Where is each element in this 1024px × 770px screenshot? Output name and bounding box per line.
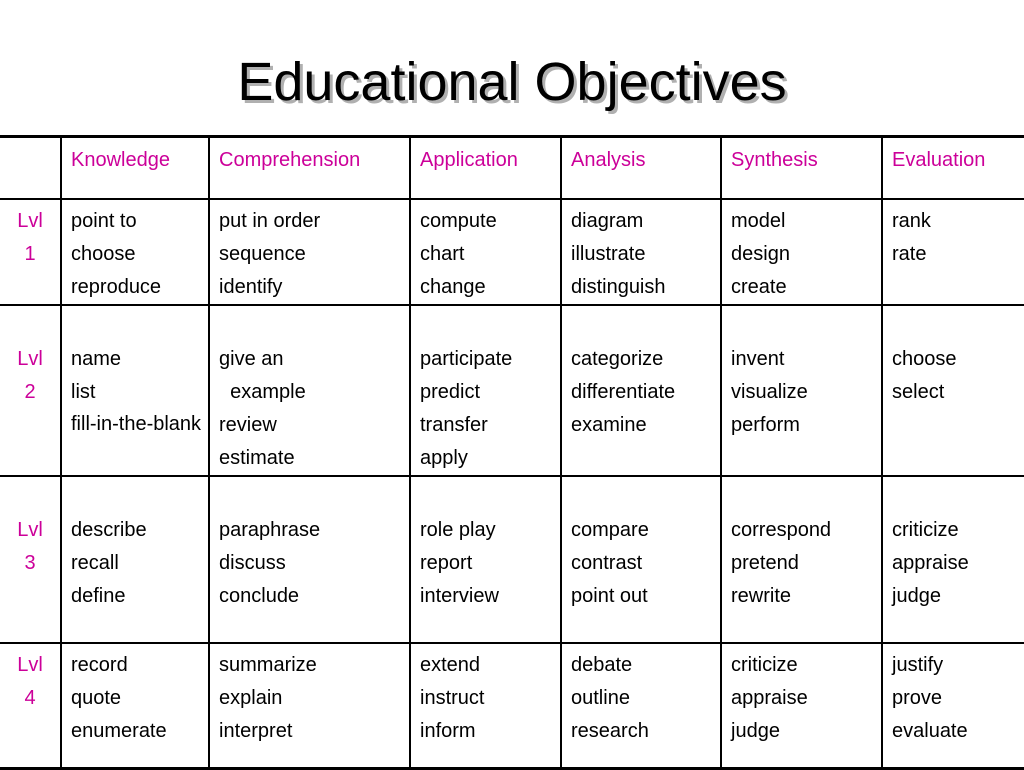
- table-cell: [209, 199, 410, 305]
- cell-content: [411, 644, 560, 748]
- cell-content: [62, 306, 208, 435]
- column-header: [61, 137, 209, 199]
- verb-item: appraise: [731, 686, 808, 709]
- verb-item: enumerate: [71, 719, 167, 742]
- verb-item: quote: [71, 686, 122, 709]
- verb-item: create: [731, 275, 787, 298]
- table-cell: [882, 643, 1024, 769]
- cell-content: [62, 200, 208, 304]
- column-header-label: Knowledge: [71, 149, 170, 171]
- verb-item: contrast: [571, 551, 643, 574]
- verb-item: participate: [420, 347, 513, 370]
- level-label: [0, 644, 60, 715]
- cell-content: [883, 200, 1024, 271]
- verb-item: design: [731, 242, 790, 265]
- verb-item: discuss: [219, 551, 286, 574]
- cell-content: [62, 477, 208, 613]
- level-number: 1: [24, 242, 36, 265]
- verb-item: perform: [731, 413, 800, 436]
- verb-item: outline: [571, 686, 630, 709]
- table-cell: [561, 199, 721, 305]
- level-label-text: Lvl: [17, 653, 43, 676]
- table-cell: [561, 476, 721, 643]
- verb-item: estimate: [219, 446, 295, 469]
- table-cell: [61, 199, 209, 305]
- cell-content: [883, 644, 1024, 748]
- verb-item: categorize: [571, 347, 664, 370]
- column-header-label: Comprehension: [219, 149, 361, 171]
- table-cell: [209, 305, 410, 476]
- verb-item: visualize: [731, 380, 808, 403]
- table-cell: [410, 305, 561, 476]
- verb-item: compute: [420, 209, 497, 232]
- verb-item: model: [731, 209, 786, 232]
- cell-content: [562, 200, 720, 304]
- verb-item: rewrite: [731, 584, 792, 607]
- level-number: 4: [24, 686, 36, 709]
- verb-item: example: [219, 380, 306, 403]
- table-cell: [561, 643, 721, 769]
- verb-item: appraise: [892, 551, 969, 574]
- table-cell: [561, 305, 721, 476]
- column-header-label: Evaluation: [892, 149, 986, 171]
- verb-item: compare: [571, 518, 649, 541]
- table-cell: [410, 476, 561, 643]
- verb-item: chart: [420, 242, 465, 265]
- verb-item: conclude: [219, 584, 300, 607]
- cell-content: [562, 644, 720, 748]
- verb-item: prove: [892, 686, 943, 709]
- table-row: [0, 199, 1024, 305]
- cell-content: [722, 644, 881, 748]
- verb-item: predict: [420, 380, 481, 403]
- header-row: [0, 137, 1024, 199]
- cell-content: [62, 644, 208, 748]
- verb-item: differentiate: [571, 380, 676, 403]
- column-header: [561, 137, 721, 199]
- verb-item: choose: [892, 347, 957, 370]
- table-cell: [721, 476, 882, 643]
- table-cell: [61, 305, 209, 476]
- table-cell: [721, 199, 882, 305]
- verb-item: distinguish: [571, 275, 666, 298]
- column-header: [721, 137, 882, 199]
- table-cell: [61, 476, 209, 643]
- cell-content: [411, 306, 560, 475]
- verb-item: role play: [420, 518, 496, 541]
- table-cell: [209, 476, 410, 643]
- verb-item: judge: [892, 584, 941, 607]
- verb-item: record: [71, 653, 128, 676]
- cell-content: [210, 200, 409, 304]
- column-header: [882, 137, 1024, 199]
- verb-item: fill-in-the-blank: [71, 412, 202, 435]
- column-header-label: Synthesis: [731, 149, 818, 171]
- verb-item: describe: [71, 518, 147, 541]
- level-label: [0, 477, 60, 580]
- verb-item: explain: [219, 686, 283, 709]
- verb-item: define: [71, 584, 126, 607]
- level-label-text: Lvl: [17, 347, 43, 370]
- verb-item: inform: [420, 719, 476, 742]
- table-body: [0, 137, 1024, 769]
- verb-item: interpret: [219, 719, 293, 742]
- table-cell: [61, 643, 209, 769]
- verb-item: select: [892, 380, 945, 403]
- verb-item: instruct: [420, 686, 485, 709]
- cell-content: [883, 306, 1024, 409]
- verb-item: criticize: [731, 653, 798, 676]
- verb-item: point out: [571, 584, 648, 607]
- verb-item: change: [420, 275, 486, 298]
- cell-content: [562, 306, 720, 442]
- verb-item: criticize: [892, 518, 959, 541]
- verb-item: debate: [571, 653, 633, 676]
- table-cell: [721, 643, 882, 769]
- verb-item: identify: [219, 275, 283, 298]
- verb-item: examine: [571, 413, 647, 436]
- verb-item: diagram: [571, 209, 644, 232]
- level-cell: [0, 305, 61, 476]
- verb-item: paraphrase: [219, 518, 321, 541]
- verb-item: correspond: [731, 518, 832, 541]
- verb-item: give an: [219, 347, 284, 370]
- cell-content: [210, 644, 409, 748]
- verb-item: sequence: [219, 242, 306, 265]
- table-row: [0, 476, 1024, 643]
- page-title: Educational Objectives: [237, 52, 787, 112]
- verb-item: justify: [892, 653, 944, 676]
- verb-item: list: [71, 380, 96, 403]
- level-label: [0, 200, 60, 271]
- level-cell: [0, 476, 61, 643]
- level-number: 3: [24, 551, 36, 574]
- verb-item: transfer: [420, 413, 488, 436]
- verb-item: extend: [420, 653, 481, 676]
- table-cell: [209, 643, 410, 769]
- verb-item: summarize: [219, 653, 317, 676]
- level-label-text: Lvl: [17, 518, 43, 541]
- cell-content: [411, 200, 560, 304]
- verb-item: invent: [731, 347, 785, 370]
- cell-content: [562, 477, 720, 613]
- verb-item: pretend: [731, 551, 799, 574]
- table-cell: [721, 305, 882, 476]
- objectives-table: [0, 135, 1024, 770]
- cell-content: [722, 200, 881, 304]
- verb-item: choose: [71, 242, 136, 265]
- cell-content: [210, 306, 409, 475]
- verb-item: illustrate: [571, 242, 646, 265]
- cell-content: [210, 477, 409, 613]
- verb-item: recall: [71, 551, 119, 574]
- verb-item: interview: [420, 584, 499, 607]
- verb-item: apply: [420, 446, 468, 469]
- cell-content: [411, 477, 560, 613]
- column-header-label: Application: [420, 149, 518, 171]
- verb-item: put in order: [219, 209, 321, 232]
- verb-item: reproduce: [71, 275, 162, 298]
- verb-item: judge: [731, 719, 780, 742]
- level-label-text: Lvl: [17, 209, 43, 232]
- verb-item: rate: [892, 242, 927, 265]
- column-header-label: Analysis: [571, 149, 646, 171]
- verb-item: rank: [892, 209, 931, 232]
- verb-item: review: [219, 413, 277, 436]
- cell-content: [722, 306, 881, 442]
- verb-item: research: [571, 719, 649, 742]
- level-cell: [0, 643, 61, 769]
- corner-cell: [0, 137, 61, 199]
- table-cell: [410, 643, 561, 769]
- column-header: [410, 137, 561, 199]
- cell-content: [722, 477, 881, 613]
- level-label: [0, 306, 60, 409]
- level-cell: [0, 199, 61, 305]
- verb-item: report: [420, 551, 473, 574]
- column-header: [209, 137, 410, 199]
- table-cell: [882, 305, 1024, 476]
- verb-item: point to: [71, 209, 137, 232]
- verb-item: name: [71, 347, 122, 370]
- table-cell: [410, 199, 561, 305]
- table-cell: [882, 199, 1024, 305]
- table-row: [0, 305, 1024, 476]
- table-cell: [882, 476, 1024, 643]
- table-row: [0, 643, 1024, 769]
- verb-item: evaluate: [892, 719, 968, 742]
- level-number: 2: [24, 380, 36, 403]
- cell-content: [883, 477, 1024, 613]
